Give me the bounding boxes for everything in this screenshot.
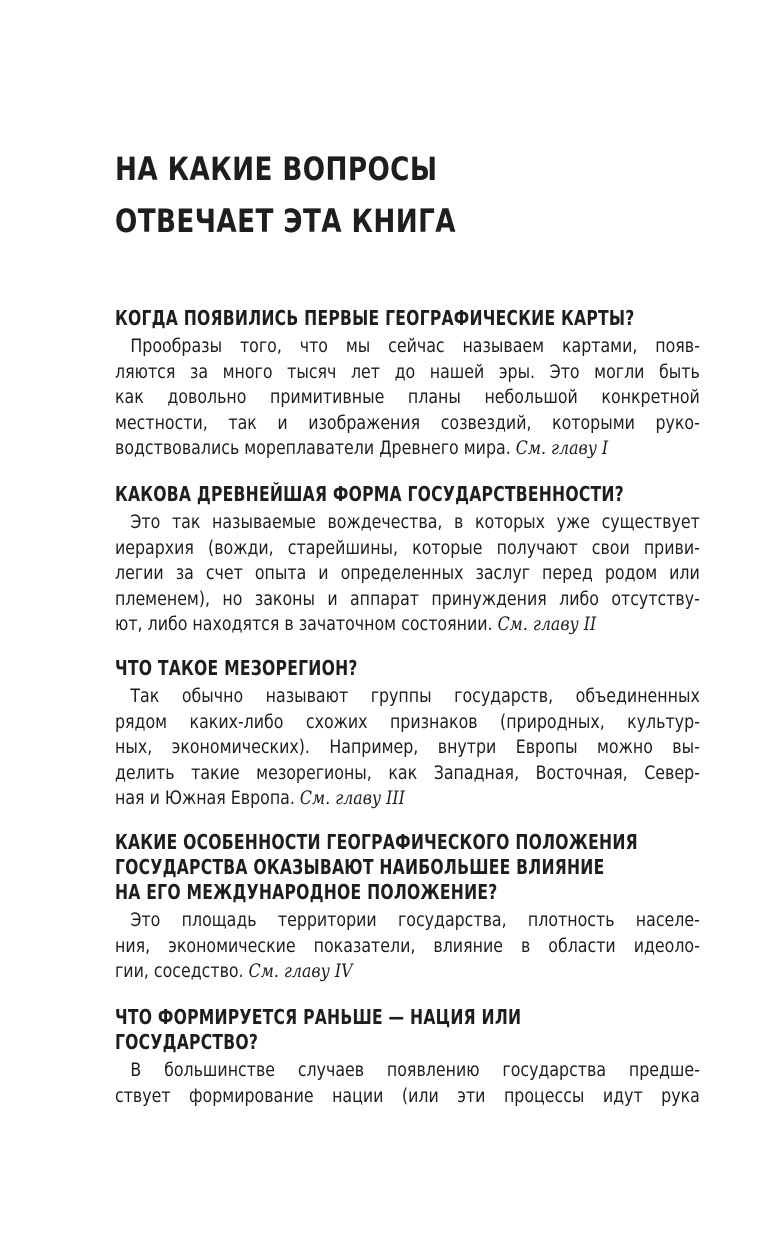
answer-line: племенем), но законы и аппарат принуждения либо отсутству- <box>115 588 700 610</box>
answer-line: Это площадь территории государства, плотность населе- <box>130 910 700 931</box>
question-heading <box>115 656 571 681</box>
page-title-line-1: НА КАКИЕ ВОПРОСЫ <box>115 150 438 188</box>
chapter-reference: См. главу IV <box>248 961 353 983</box>
answer-line: ных, экономических). Например, внутри Европы можно вы- <box>115 737 700 759</box>
answer-line-last <box>115 436 700 462</box>
answer-line-text: ют, либо находятся в зачаточном состоянии. <box>115 614 493 636</box>
qa-section-3 <box>115 656 700 812</box>
qa-section-1 <box>115 306 700 462</box>
answer-line: делить такие мезорегионы, как Западная, Восточная, Север- <box>115 762 700 784</box>
answer-line: как довольно примитивные планы небольшой конкретной <box>115 387 700 409</box>
question-line: КОГДА ПОЯВИЛИСЬ ПЕРВЫЕ ГЕОГРАФИЧЕСКИЕ КАРТЫ? <box>115 306 635 330</box>
question-line: ГОСУДАРСТВА ОКАЗЫВАЮТ НАИБОЛЬШЕЕ ВЛИЯНИЕ <box>115 855 605 879</box>
answer-line: Это так называемые вождечества, в которых уже существует <box>130 512 700 533</box>
answer-text <box>115 510 700 638</box>
answer-text <box>115 684 700 812</box>
answer-line: ния, экономические показатели, влияние в области идеоло- <box>115 935 700 957</box>
chapter-reference: См. главу II <box>497 614 597 636</box>
chapter-reference: См. главу I <box>515 438 609 460</box>
answer-line: ствует формирование нации (или эти процессы идут рука <box>115 1085 700 1107</box>
qa-section-4 <box>115 830 700 985</box>
question-heading <box>115 306 635 331</box>
answer-line: Так обычно называют группы государств, объединенных <box>130 686 700 707</box>
page-title <box>115 143 595 247</box>
answer-line: рядом каких-либо схожих признаков (природных, культур- <box>115 711 700 733</box>
question-heading <box>115 482 624 507</box>
answer-text <box>115 1058 700 1109</box>
answer-line-last <box>115 612 700 638</box>
answer-line: легии за счет опыта и определенных заслуг перед родом или <box>115 563 700 585</box>
question-line: НА ЕГО МЕЖДУНАРОДНОЕ ПОЛОЖЕНИЕ? <box>115 880 498 904</box>
chapter-reference: См. главу III <box>299 788 405 810</box>
qa-section-2 <box>115 482 700 638</box>
answer-line: Прообразы того, что мы сейчас называем картами, появ- <box>130 336 700 357</box>
answer-text <box>115 908 700 985</box>
answer-line-text: гии, соседство. <box>115 961 244 983</box>
question-line: ГОСУДАРСТВО? <box>115 1030 259 1054</box>
qa-section-5 <box>115 1005 700 1109</box>
answer-line-last <box>115 786 700 812</box>
answer-line-text: водствовались мореплаватели Древнего мира. <box>115 438 511 460</box>
answer-line: местности, так и изображения созвездий, которыми руко- <box>115 412 700 434</box>
question-line: ЧТО ФОРМИРУЕТСЯ РАНЬШЕ — НАЦИЯ ИЛИ <box>115 1005 522 1029</box>
question-line: КАКОВА ДРЕВНЕЙШАЯ ФОРМА ГОСУДАРСТВЕННОСТИ? <box>115 482 624 506</box>
answer-line: ляются за много тысяч лет до нашей эры. Это могли быть <box>115 361 700 383</box>
question-line: ЧТО ТАКОЕ МЕЗОРЕГИОН? <box>115 656 358 680</box>
answer-line-text: ная и Южная Европа. <box>115 788 295 810</box>
page-title-line-2: ОТВЕЧАЕТ ЭТА КНИГА <box>115 202 456 240</box>
answer-text <box>115 334 700 462</box>
answer-line: В большинстве случаев появлению государства предше- <box>130 1060 700 1081</box>
answer-line-last <box>115 959 700 985</box>
question-line: КАКИЕ ОСОБЕННОСТИ ГЕОГРАФИЧЕСКОГО ПОЛОЖЕНИЯ <box>115 830 638 854</box>
answer-line: иерархия (вожди, старейшины, которые получают свои приви- <box>115 537 700 559</box>
question-heading <box>115 1005 571 1055</box>
question-heading <box>115 830 638 905</box>
